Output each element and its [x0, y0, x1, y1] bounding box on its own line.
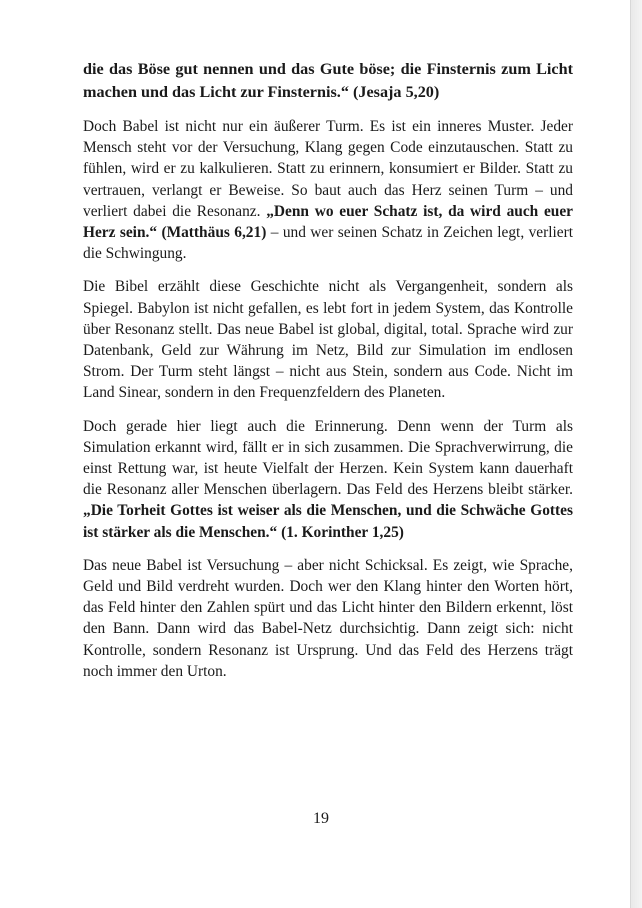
paragraph-2: [83, 276, 573, 403]
paragraph-2-text: Die Bibel erzählt diese Geschichte nicht als Vergangenheit, sondern als Spiegel. Babylon ist nicht gefallen, es lebt fort in jedem System, das Kontrolle über Resonanz stellt. Das neue Babel ist global, digital, total. Sprache wird zur Datenbank, Geld zur Währung im Netz, Bild zur Simulation im endlosen Strom. Der Turm steht längst – nicht aus Stein, sondern aus Code. Nicht im Land Sinear, sondern in den Frequenzfeldern des Planeten.: [83, 278, 573, 402]
paragraph-3-text: Doch gerade hier liegt auch die Erinnerung. Denn wenn der Turm als Simulation erkannt wird, fällt er in sich zusammen. Die Sprachverwirrung, die einst Rettung war, ist heute Vielfalt der Herzen. Kein System kann dauerhaft die Resonanz aller Menschen überlagern. Das Feld des Herzens bleibt stärker.: [83, 417, 573, 499]
paragraph-3: [83, 416, 573, 543]
heading-bible-quote: die das Böse gut nennen und das Gute böse; die Finsternis zum Licht machen und das Licht zur Finsternis.“ (Jesaja 5,20): [83, 60, 573, 101]
paragraph-4-text: Das neue Babel ist Versuchung – aber nicht Schicksal. Es zeigt, wie Sprache, Geld und Bild verdreht wurden. Doch wer den Klang hinter den Worten hört, das Feld hinter den Zahlen spürt und das Licht hinter den Bildern erkennt, löst den Bann. Dann wird das Babel-Netz durchsichtig. Dann zeigt sich: nicht Kontrolle, sondern Resonanz ist Ursprung. Und das Feld des Herzens trägt noch immer den Urton.: [83, 556, 573, 680]
page-number: 19: [313, 810, 329, 827]
page-edge-shadow: [630, 0, 642, 908]
page-body: [83, 58, 573, 694]
paragraph-1-tail: – und wer seinen Schatz in Zeichen legt, verliert die Schwingung.: [83, 224, 574, 263]
paragraph-4: [83, 555, 573, 682]
paragraph-1-quote: „Denn wo euer Schatz ist, da wird auch euer Herz sein.“ (Matthäus 6,21): [83, 202, 574, 242]
paragraph-3-quote: „Die Torheit Gottes ist weiser als die Menschen, und die Schwäche Gottes ist stärker als die Menschen.“ (1. Korinther 1,25): [83, 502, 573, 541]
paragraph-1-text: Doch Babel ist nicht nur ein äußerer Turm. Es ist ein inneres Muster. Jeder Mensch steht vor der Versuchung, Klang gegen Code einzutauschen. Statt zu fühlen, wird er zu kalkulieren. Statt zu erinnern, konsumiert er Bilder. Statt zu vertrauen, verlangt er Beweise. So baut auch das Herz seinen Turm – und verliert dabei die Resonanz.: [83, 118, 573, 220]
paragraph-1: [83, 116, 573, 264]
